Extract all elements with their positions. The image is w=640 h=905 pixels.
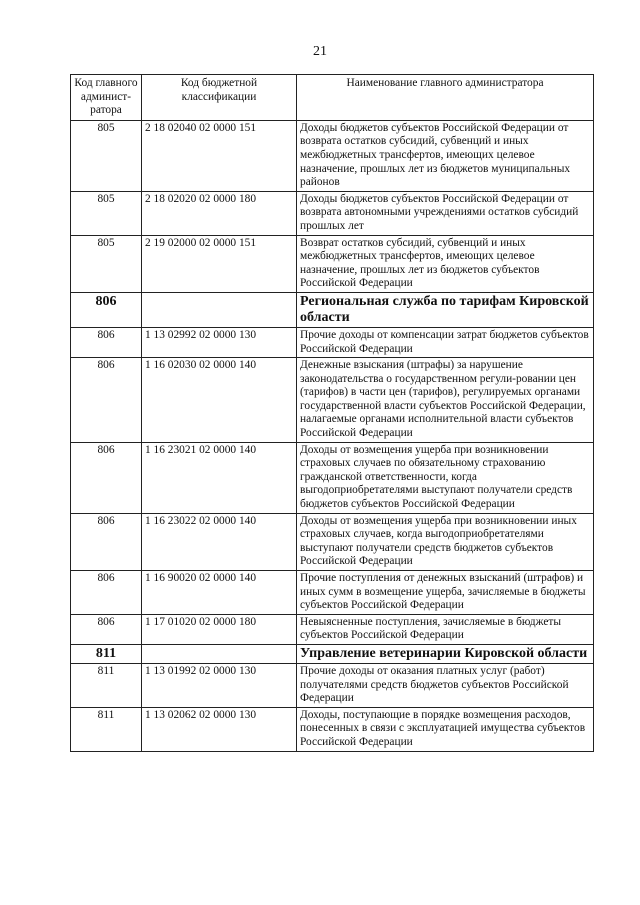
budget-code-cell: 1 16 90020 02 0000 140 xyxy=(142,571,297,615)
administrator-title: Управление ветеринарии Кировской области xyxy=(297,644,594,663)
table-row xyxy=(71,327,594,357)
admin-name-cell: Денежные взыскания (штрафы) за нарушение законодательства о государственном регули-ровании цен (тарифов) в части цен (тарифов), регулируемых органами государственной власти субъектов Российской Федерации, налагаемые органами исполнительной власти субъектов Российской Федерации xyxy=(297,358,594,443)
admin-name-cell: Прочие доходы от оказания платных услуг (работ) получателями средств бюджетов субъектов Российской Федерации xyxy=(297,663,594,707)
budget-code-cell: 2 19 02000 02 0000 151 xyxy=(142,235,297,292)
admin-code-cell: 806 xyxy=(71,292,142,327)
table-row xyxy=(71,358,594,443)
header-admin-name: Наименование главного администратора xyxy=(297,75,594,121)
budget-code-cell xyxy=(142,644,297,663)
table-row xyxy=(71,614,594,644)
budget-code-cell: 1 17 01020 02 0000 180 xyxy=(142,614,297,644)
table-row xyxy=(71,707,594,751)
header-budget-code: Код бюджетной классификации xyxy=(142,75,297,121)
budget-code-cell: 1 16 23021 02 0000 140 xyxy=(142,442,297,513)
admin-name-cell: Доходы от возмещения ущерба при возникновении страховых случаев по обязательному страхованию гражданской ответственности, когда выгодоприобретателями выступают получатели средств бюджетов субъектов Российской Федерации xyxy=(297,442,594,513)
table-row xyxy=(71,442,594,513)
budget-code-cell: 1 13 02992 02 0000 130 xyxy=(142,327,297,357)
table-row xyxy=(71,191,594,235)
budget-classification-table xyxy=(70,74,594,752)
admin-code-cell: 806 xyxy=(71,571,142,615)
table-row xyxy=(71,120,594,191)
budget-code-cell: 1 16 02030 02 0000 140 xyxy=(142,358,297,443)
table-row xyxy=(71,663,594,707)
admin-name-cell: Возврат остатков субсидий, субвенций и иных межбюджетных трансфертов, имеющих целевое назначение, прошлых лет из бюджетов субъектов Российской Федерации xyxy=(297,235,594,292)
administrator-heading-row xyxy=(71,644,594,663)
budget-code-cell xyxy=(142,292,297,327)
budget-code-cell: 1 13 01992 02 0000 130 xyxy=(142,663,297,707)
table-row xyxy=(71,235,594,292)
budget-code-cell: 2 18 02020 02 0000 180 xyxy=(142,191,297,235)
admin-code-cell: 811 xyxy=(71,663,142,707)
admin-name-cell: Доходы бюджетов субъектов Российской Федерации от возврата автономными учреждениями остатков субсидий прошлых лет xyxy=(297,191,594,235)
admin-code-cell: 806 xyxy=(71,327,142,357)
administrator-heading-row xyxy=(71,292,594,327)
budget-code-cell: 2 18 02040 02 0000 151 xyxy=(142,120,297,191)
table-row xyxy=(71,571,594,615)
budget-code-cell: 1 16 23022 02 0000 140 xyxy=(142,513,297,570)
admin-code-cell: 805 xyxy=(71,235,142,292)
budget-code-cell: 1 13 02062 02 0000 130 xyxy=(142,707,297,751)
admin-name-cell: Прочие доходы от компенсации затрат бюджетов субъектов Российской Федерации xyxy=(297,327,594,357)
admin-code-cell: 806 xyxy=(71,442,142,513)
table-header-row xyxy=(71,75,594,121)
admin-name-cell: Доходы бюджетов субъектов Российской Федерации от возврата остатков субсидий, субвенций и иных межбюджетных трансфертов, имеющих целевое назначение, прошлых лет из бюджетов муниципальных районов xyxy=(297,120,594,191)
header-admin-code: Код главного админист-ратора xyxy=(71,75,142,121)
admin-name-cell: Невыясненные поступления, зачисляемые в бюджеты субъектов Российской Федерации xyxy=(297,614,594,644)
admin-name-cell: Прочие поступления от денежных взысканий (штрафов) и иных сумм в возмещение ущерба, зачисляемые в бюджеты субъектов Российской Федерации xyxy=(297,571,594,615)
admin-name-cell: Доходы от возмещения ущерба при возникновении иных страховых случаев, когда выгодоприобретателями выступают получатели средств бюджетов субъектов Российской Федерации xyxy=(297,513,594,570)
admin-name-cell: Доходы, поступающие в порядке возмещения расходов, понесенных в связи с эксплуатацией имущества субъектов Российской Федерации xyxy=(297,707,594,751)
admin-code-cell: 806 xyxy=(71,513,142,570)
admin-code-cell: 806 xyxy=(71,358,142,443)
page-number: 21 xyxy=(313,44,327,59)
admin-code-cell: 811 xyxy=(71,644,142,663)
admin-code-cell: 805 xyxy=(71,120,142,191)
admin-code-cell: 806 xyxy=(71,614,142,644)
admin-code-cell: 811 xyxy=(71,707,142,751)
administrator-title: Региональная служба по тарифам Кировской области xyxy=(297,292,594,327)
admin-code-cell: 805 xyxy=(71,191,142,235)
table-row xyxy=(71,513,594,570)
